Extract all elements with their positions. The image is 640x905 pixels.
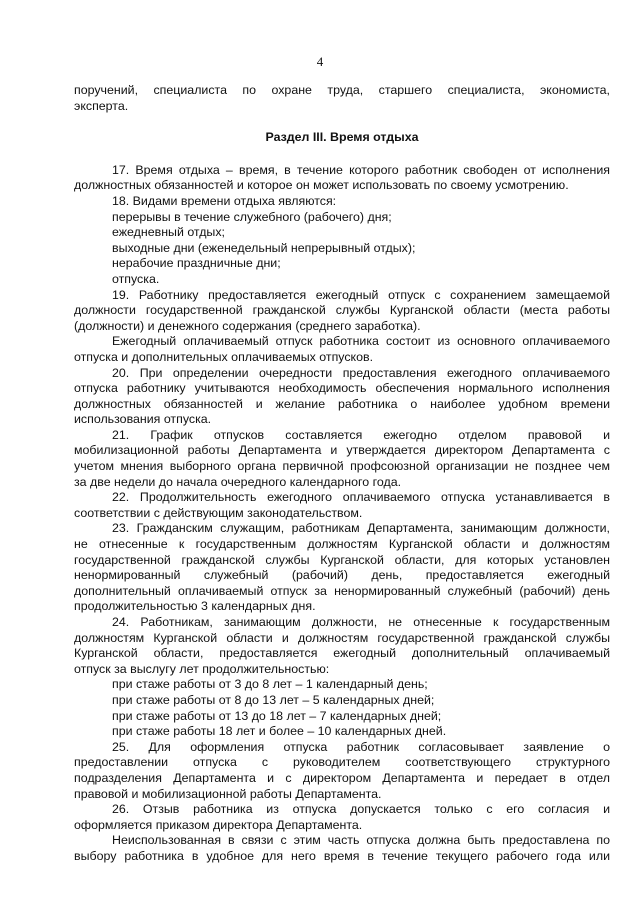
text-line: соответствии с действующим законодательством. [74,505,363,520]
text-line: 20. При определении очередности предоставления ежегодного оплачиваемого [112,365,610,380]
text-line: ежедневный отдых; [112,225,225,240]
text-line: не отнесенные к государственным должностям Курганской области и должностям [74,537,610,552]
text-line: при стаже работы от 3 до 8 лет – 1 календарный день; [112,677,428,692]
text-line: 25. Для оформления отпуска работник согласовывает заявление о [112,739,610,754]
text-line: (должности) и денежного содержания (среднего заработка). [74,318,421,333]
document-body [74,83,610,865]
text-line: предоставлении отпуска с руководителем соответствующего структурного [74,755,610,770]
text-line: Курганской области, предоставляется ежегодный дополнительный оплачиваемый [74,646,610,661]
text-line: поручений, специалиста по охране труда, старшего специалиста, экономиста, [74,83,610,97]
page-number: 4 [316,54,324,69]
text-line: продолжительностью 3 календарных дня. [74,599,316,614]
text-line: Ежегодный оплачиваемый отпуск работника состоит из основного оплачиваемого [112,334,610,349]
text-line: при стаже работы 18 лет и более – 10 календарных дней. [112,724,447,739]
text-line: при стаже работы от 8 до 13 лет – 5 календарных дней; [112,692,435,707]
text-line: 19. Работнику предоставляется ежегодный отпуск с сохранением замещаемой [112,287,610,302]
text-line: дополнительный оплачиваемый отпуск за ненормированный служебный (рабочий) день [74,583,610,598]
text-line: 21. График отпусков составляется ежегодно отделом правовой и [112,427,610,442]
text-line: эксперта. [74,98,129,113]
text-line: выбору работника в удобное для него время в течение текущего рабочего года или [74,848,610,863]
text-line: правовой и мобилизационной работы Департамента. [74,786,382,801]
section-heading: Раздел III. Время отдыха [265,130,419,145]
text-line: должности государственной гражданской службы Курганской области (места работы [74,303,610,318]
text-line: отпуска и дополнительных оплачиваемых отпусков. [74,349,374,364]
text-line: 24. Работникам, занимающим должности, не отнесенные к государственным [112,615,610,629]
text-line: государственной гражданской службы Курганской области, для которых установлен [74,552,610,567]
text-line: Неиспользованная в связи с этим часть отпуска должна быть предоставлена по [112,833,610,848]
text-line: перерывы в течение служебного (рабочего) дня; [112,209,392,224]
text-line: отпуска работнику учитываются необходимость обеспечения нормального исполнения [74,381,610,396]
text-line: отпуска. [112,271,160,286]
text-line: нерабочие праздничные дни; [112,256,281,271]
text-line: учетом мнения выборного органа первичной профсоюзной организации не позднее чем [74,459,610,474]
text-line: при стаже работы от 13 до 18 лет – 7 календарных дней; [112,708,442,723]
text-line: должностям Курганской области и должностям государственной гражданской службы [74,630,610,645]
text-line: за две недели до начала очередного календарного года. [74,474,402,489]
text-line: 23. Гражданским служащим, работникам Департамента, занимающим должности, [112,521,610,536]
text-line: должностных обязанностей и желание работника о наиболее удобном времени [74,396,610,411]
text-line: должностных обязанностей и которое он может использовать по своему усмотрению. [74,178,569,193]
text-line: подразделения Департамента и с директором Департамента и передает в отдел [74,770,610,785]
text-line: оформляется приказом директора Департамента. [74,817,363,832]
text-line: отпуск за выслугу лет продолжительностью: [74,661,330,676]
text-line: 26. Отзыв работника из отпуска допускается только с его согласия и [112,802,610,817]
text-line: ненормированный служебный (рабочий) день, предоставляется ежегодный [74,568,610,583]
text-line: мобилизационной работы Департамента и утверждается директором Департамента с [74,443,610,458]
text-line: использования отпуска. [74,412,212,427]
text-line: 22. Продолжительность ежегодного оплачиваемого отпуска устанавливается в [112,490,610,505]
text-line: 17. Время отдыха – время, в течение которого работник свободен от исполнения [112,162,610,177]
text-line: выходные дни (еженедельный непрерывный отдых); [112,240,416,255]
text-line: 18. Видами времени отдыха являются: [112,193,337,208]
